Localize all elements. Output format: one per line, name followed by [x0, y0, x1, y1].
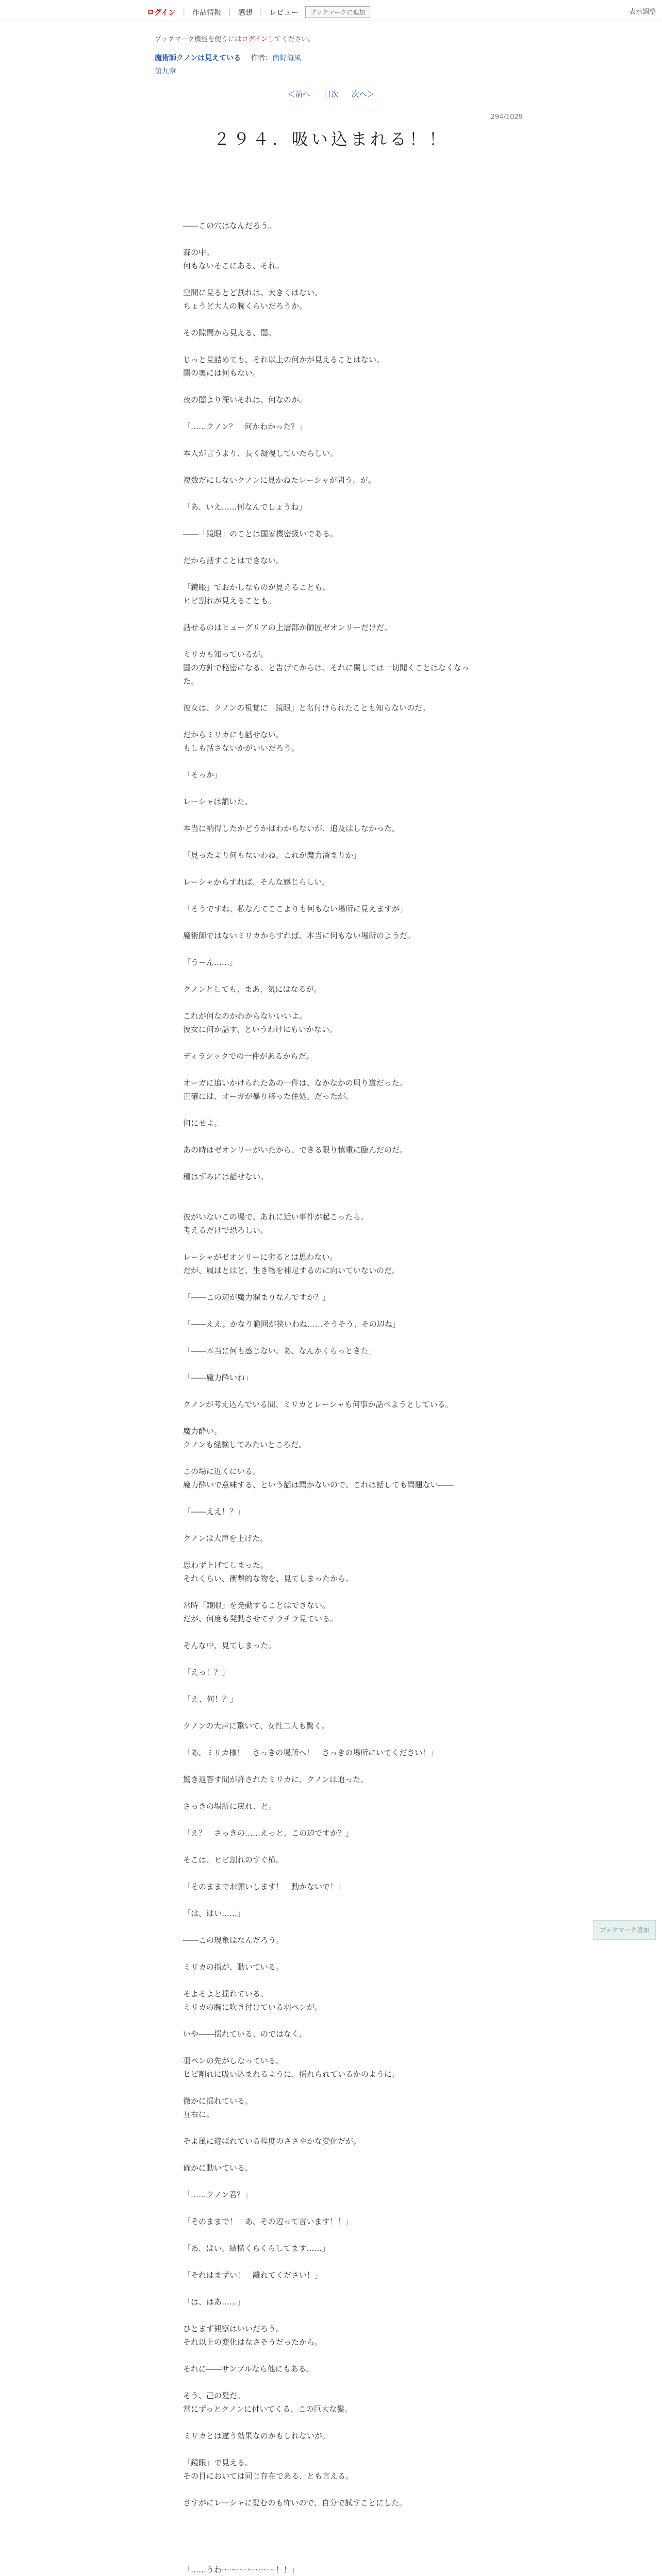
chapter-title: 第九章: [155, 67, 176, 76]
blank-line: [183, 1867, 479, 1880]
text-line: 思わず上げてしまった。: [183, 1561, 269, 1570]
next-episode-link[interactable]: 次へ＞: [351, 90, 375, 99]
blank-line: [183, 2014, 479, 2027]
text-line: ――この穴はなんだろう。: [183, 221, 276, 230]
blank-line: [183, 2376, 479, 2389]
login-link[interactable]: ログイン: [147, 8, 176, 17]
text-line: ちょうど大人の腕くらいだろうか。: [183, 301, 307, 311]
text-line: ミリカの指が、動いている。: [183, 1962, 284, 1972]
blank-line: [183, 2228, 479, 2242]
text-line: そう、己の髪だ。: [183, 2391, 245, 2400]
text-line: 森の中。: [183, 248, 214, 257]
blank-line: [183, 2510, 479, 2523]
blank-line: [183, 862, 479, 875]
text-line: そよそよと揺れている。: [183, 1989, 269, 1998]
text-line: 「――ええ。かなり範囲が狭いわね……そうそう、その辺ね」: [183, 1319, 400, 1329]
blank-line: [183, 2523, 479, 2536]
text-line: 「……うわ～～～～～～～！！」: [183, 2565, 300, 2574]
text-line: じっと見詰めても、それ以上の何かが見えることはない。: [183, 355, 385, 364]
top-navigation-bar: [0, 0, 662, 21]
text-line: 話せるのはヒューグリアの上層部か師匠ゼオンリーだけだ。: [183, 623, 392, 632]
text-line: 「うーん……」: [183, 958, 238, 967]
blank-line: [183, 755, 479, 768]
text-line: あの時はゼオンリーがいたから、できる限り慎重に臨んだのだ。: [183, 1145, 408, 1155]
blank-line: [183, 1585, 479, 1599]
text-line: 「――本当に何も感じない。あ、なんかくらっときた」: [183, 1346, 376, 1355]
text-line: それくらい、衝撃的な物を、見てしまったから。: [183, 1574, 354, 1583]
work-info-link[interactable]: 作品情報: [192, 8, 222, 17]
blank-line: [183, 2148, 479, 2161]
blank-line: [183, 514, 479, 527]
blank-line: [183, 969, 479, 982]
text-line: 魔力酔いで意味する、という話は聞かないので、これは話しても問題ない――: [183, 1480, 454, 1489]
text-line: この場に近くにいる。: [183, 1467, 261, 1476]
impressions-link[interactable]: 感想: [238, 8, 253, 17]
text-line: 国の方針で秘密になる、と告げてからは、それに関しては一切聞くことはなくなった。: [183, 663, 470, 686]
text-line: クノンが考え込んでいる間、ミリカとレーシャも何事か話べようとしている。: [183, 1400, 453, 1409]
blank-line: [183, 2349, 479, 2362]
add-bookmark-button[interactable]: ブックマークに追加: [305, 6, 370, 18]
text-line: 「あ、はい。結構くらくらしてます……」: [183, 2244, 330, 2253]
text-line: 本当に納得したかどうかはわからないが、追及はしなかった。: [183, 824, 400, 833]
text-line: そこは、ヒビ割れのすぐ横。: [183, 1855, 284, 1865]
blank-line: [183, 1197, 479, 1210]
text-line: そよ風に遊ばれている程度のささやかな変化だが。: [183, 2137, 361, 2146]
blank-line: [183, 1130, 479, 1143]
text-line: 「そのままで！ あ、その辺って言います！！」: [183, 2217, 353, 2226]
blank-line: [183, 2536, 479, 2550]
blank-line: [183, 2081, 479, 2094]
blank-line: [183, 232, 479, 246]
text-line: 正確には、オーガが暴り移った住処、だったが。: [183, 1092, 353, 1101]
notice-login-link[interactable]: ログイン: [241, 36, 268, 43]
text-line: クノンとしても、まあ、気にはなるが。: [183, 985, 322, 994]
blank-line: [183, 406, 479, 420]
blank-line: [183, 1625, 479, 1639]
text-line: クノンの大声に驚いて、女性二人も驚く。: [183, 1721, 329, 1731]
blank-line: [183, 1063, 479, 1076]
blank-line: [183, 2175, 479, 2188]
blank-line: [183, 1384, 479, 1398]
blank-line: [183, 273, 479, 286]
text-line: 闇の奥には何もない。: [183, 368, 261, 378]
novel-body: [183, 219, 479, 2576]
text-line: その目においては同じ存在である、とも言える。: [183, 2471, 354, 2481]
text-line: 魔術師ではないミリカからすれば、本当に何もない場所のようだ。: [183, 931, 415, 940]
text-line: 何にせよ。: [183, 1118, 222, 1128]
text-line: 「あ、ミリカ様！ さっきの場所へ！ さっきの場所にいてください！」: [183, 1748, 438, 1757]
blank-line: [183, 996, 479, 1009]
blank-line: [183, 607, 479, 621]
text-line: 「……クノン君？」: [183, 2190, 253, 2199]
blank-line: [183, 2121, 479, 2134]
novel-header: [155, 33, 516, 76]
text-line: 「は、はい……」: [183, 1909, 245, 1918]
blank-line: [183, 1706, 479, 1719]
author-name-link[interactable]: 南野海風: [272, 54, 302, 62]
text-line: さっきの場所に戻れ、と。: [183, 1802, 276, 1811]
blank-line: [183, 1813, 479, 1826]
blank-line: [183, 433, 479, 447]
blank-line: [183, 889, 479, 902]
text-line: 「そっか」: [183, 770, 222, 779]
text-line: それに――サンプルなら他にもある。: [183, 2364, 314, 2374]
text-line: 羽ペンの先がしなっている。: [183, 2056, 284, 2065]
text-line: 彼女に何か話す、というわけにもいかない。: [183, 1025, 337, 1034]
blank-line: [183, 835, 479, 849]
text-line: 「それはまずい！ 離れてください！」: [183, 2270, 323, 2280]
text-line: 互右に。: [183, 2110, 214, 2119]
blank-line: [183, 2416, 479, 2429]
text-line: レーシャからすれば、そんな感じらしい。: [183, 877, 330, 887]
text-line: 「鏡眼」でおかしなものが見えることも。: [183, 583, 330, 592]
author-info: [251, 54, 301, 62]
text-line: ミリカとは違う効果なのかもしれないが。: [183, 2431, 330, 2441]
nav-separator: |: [228, 8, 231, 16]
text-line: 本人が言うより、長く凝視していたらしい。: [183, 449, 338, 458]
blank-line: [183, 1358, 479, 1371]
text-line: ディラシックでの一件があるからだ。: [183, 1052, 314, 1061]
blank-line: [183, 688, 479, 701]
text-line: 複数だにしないクノンに見かねたレーシャが問う。が。: [183, 476, 376, 485]
text-line: それ以上の変化はなさそうだったから。: [183, 2337, 323, 2347]
text-line: さすがにレーシャに髪むのも怖いので、自分で試すことにした。: [183, 2498, 407, 2507]
blank-line: [183, 1679, 479, 1692]
floating-bookmark-tab[interactable]: ブックマーク追加: [593, 1920, 656, 1940]
text-line: 「え、何！？」: [183, 1694, 238, 1704]
text-line: ミリカの腕に吹き付けている羽ペンが。: [183, 2003, 322, 2012]
blank-line: [183, 2255, 479, 2268]
notice-prefix: ブックマーク機能を使うには: [155, 36, 242, 43]
text-line: 「あ、いえ……何なんでしょうね」: [183, 502, 307, 512]
nav-separator: |: [259, 8, 262, 16]
episode-counter: 294/1029: [490, 113, 523, 121]
blank-line: [183, 1411, 479, 1425]
text-line: 種はずみには話せない。: [183, 1172, 269, 1181]
blank-line: [183, 1974, 479, 1987]
blank-line: [183, 313, 479, 326]
blank-line: [183, 2550, 479, 2563]
blank-line: [183, 1733, 479, 1746]
blank-line: [183, 2443, 479, 2456]
blank-line: [183, 2201, 479, 2215]
text-line: 「見ったより何もないわね。これが魔力溜まりか」: [183, 851, 361, 860]
text-line: 彼がいないこの場で、あれに近い事件が起こったら。: [183, 1212, 369, 1222]
blank-line: [183, 540, 479, 554]
blank-line: [183, 1518, 479, 1532]
text-line: だからミリカにも話せない。: [183, 730, 284, 739]
blank-line: [183, 2041, 479, 2054]
text-line: 魔力酔い。: [183, 1427, 222, 1436]
blank-line: [183, 808, 479, 822]
blank-line: [183, 1036, 479, 1049]
text-line: 「え？ さっきの……えっと、この辺ですか？」: [183, 1828, 354, 1838]
text-line: だが、何度も発動させてチラチラ見ている。: [183, 1614, 338, 1623]
text-line: 常にずっとクノンに付いてくる、この巨大な髪。: [183, 2404, 353, 2414]
text-line: 「そのままでお願いします！ 動かないで！」: [183, 1882, 346, 1891]
blank-line: [183, 1237, 479, 1250]
blank-line: [183, 2483, 479, 2496]
text-line: ひとまず観察はいいだろう。: [183, 2324, 284, 2333]
blank-line: [183, 487, 479, 500]
blank-line: [183, 340, 479, 353]
blank-line: [183, 1840, 479, 1853]
blank-line: [183, 1157, 479, 1170]
text-line: ミリカも知っているが。: [183, 650, 268, 659]
blank-line: [183, 380, 479, 393]
text-line: オーガに追いかけられたあの一件は、なかなかの周り道だった。: [183, 1078, 407, 1088]
text-line: これが何なのかわからないいいよ。: [183, 1011, 307, 1021]
blank-line: [183, 1759, 479, 1773]
review-link[interactable]: レビュー: [269, 8, 299, 17]
text-line: ――この現象はなんだろう。: [183, 1936, 284, 1945]
text-line: 「えっ！？」: [183, 1668, 230, 1677]
blank-line: [183, 1920, 479, 1934]
text-line: 「――この辺が魔力溜まりなんですか？」: [183, 1293, 330, 1302]
notice-suffix: してください。: [268, 36, 315, 43]
blank-line: [183, 1451, 479, 1465]
text-line: レーシャがゼオンリーに劣るとは思わない。: [183, 1252, 338, 1262]
episode-title: ２９４．吸い込まれる！！: [213, 129, 449, 149]
text-line: クノンも経験してみたいところだ。: [183, 1440, 307, 1449]
text-line: だが、風はとはど、生き物を補足するのに向いていないのだ。: [183, 1266, 400, 1275]
text-line: いや――揺れている、のではなく。: [183, 2029, 307, 2039]
blank-line: [183, 942, 479, 956]
text-line: もしも話さないかがいいだろう。: [183, 743, 300, 753]
text-line: 驚き返答す間が許されたミリカに、クノンは迫った。: [183, 1775, 368, 1784]
nav-separator: |: [183, 8, 186, 16]
author-label: 作者：: [251, 54, 273, 62]
text-line: だから話すことはできない。: [183, 556, 284, 565]
blank-line: [183, 1304, 479, 1317]
display-settings-button[interactable]: 表示調整: [628, 8, 656, 16]
blank-line: [183, 1183, 479, 1197]
text-line: 常時「鏡眼」を発動することはできない。: [183, 1601, 330, 1610]
text-line: 彼女は、クノンの視覚に「鏡眼」と名付けられたことも知らないのだ。: [183, 703, 431, 713]
text-line: ヒビ割れが見えることも。: [183, 596, 276, 605]
text-line: 微かに揺れている。: [183, 2096, 253, 2106]
blank-line: [183, 460, 479, 473]
text-line: そんな中、見てしまった。: [183, 1641, 276, 1650]
blank-line: [183, 2282, 479, 2295]
blank-line: [183, 1786, 479, 1800]
text-line: 「――魔力酔いね」: [183, 1373, 253, 1382]
blank-line: [183, 1893, 479, 1907]
blank-line: [183, 1545, 479, 1558]
text-line: ――「鏡眼」のことは国家機密扱いである。: [183, 529, 338, 538]
text-line: 「鏡眼」で見える。: [183, 2458, 253, 2467]
text-line: 「は、はあ……」: [183, 2297, 245, 2307]
top-nav: [147, 6, 370, 18]
blank-line: [183, 1277, 479, 1291]
text-line: 考えるだけで恐ろしい。: [183, 1226, 269, 1235]
text-line: 空間に見るとど割れは、大きくはない。: [183, 288, 323, 297]
blank-line: [183, 1492, 479, 1505]
blank-line: [183, 1103, 479, 1116]
login-notice: [155, 33, 516, 43]
blank-line: [183, 782, 479, 795]
text-line: レーシャは頷いた。: [183, 797, 253, 806]
text-line: 確かに動いている。: [183, 2163, 253, 2173]
blank-line: [183, 634, 479, 648]
blank-line: [183, 2309, 479, 2322]
text-line: ヒビ割れに吸い込まれるように、揺れられているかのように。: [183, 2070, 400, 2079]
blank-line: [183, 916, 479, 929]
blank-line: [183, 1652, 479, 1666]
series-row: [155, 53, 516, 63]
blank-line: [183, 567, 479, 581]
blank-line: [183, 715, 479, 728]
text-line: その隙間から見える、闇。: [183, 328, 276, 337]
text-line: 「――ええ！？」: [183, 1507, 245, 1516]
text-line: 「……クノン？ 何かわかった？」: [183, 422, 307, 431]
blank-line: [183, 1947, 479, 1960]
text-line: クノンは大声を上げた。: [183, 1534, 268, 1543]
text-line: 「そうですね。私なんてここよりも何もない場所に見えますが」: [183, 904, 408, 913]
table-of-contents-link[interactable]: 目次: [323, 90, 339, 99]
prev-episode-link[interactable]: ＜前へ: [287, 90, 311, 99]
text-line: 夜の闇より深いそれは、何なのか。: [183, 395, 307, 404]
episode-pager: [0, 89, 662, 99]
blank-line: [183, 1331, 479, 1344]
series-title-link[interactable]: 魔術師クノンは見えている: [155, 54, 241, 62]
text-line: 何もないそこにある、それ。: [183, 261, 284, 270]
